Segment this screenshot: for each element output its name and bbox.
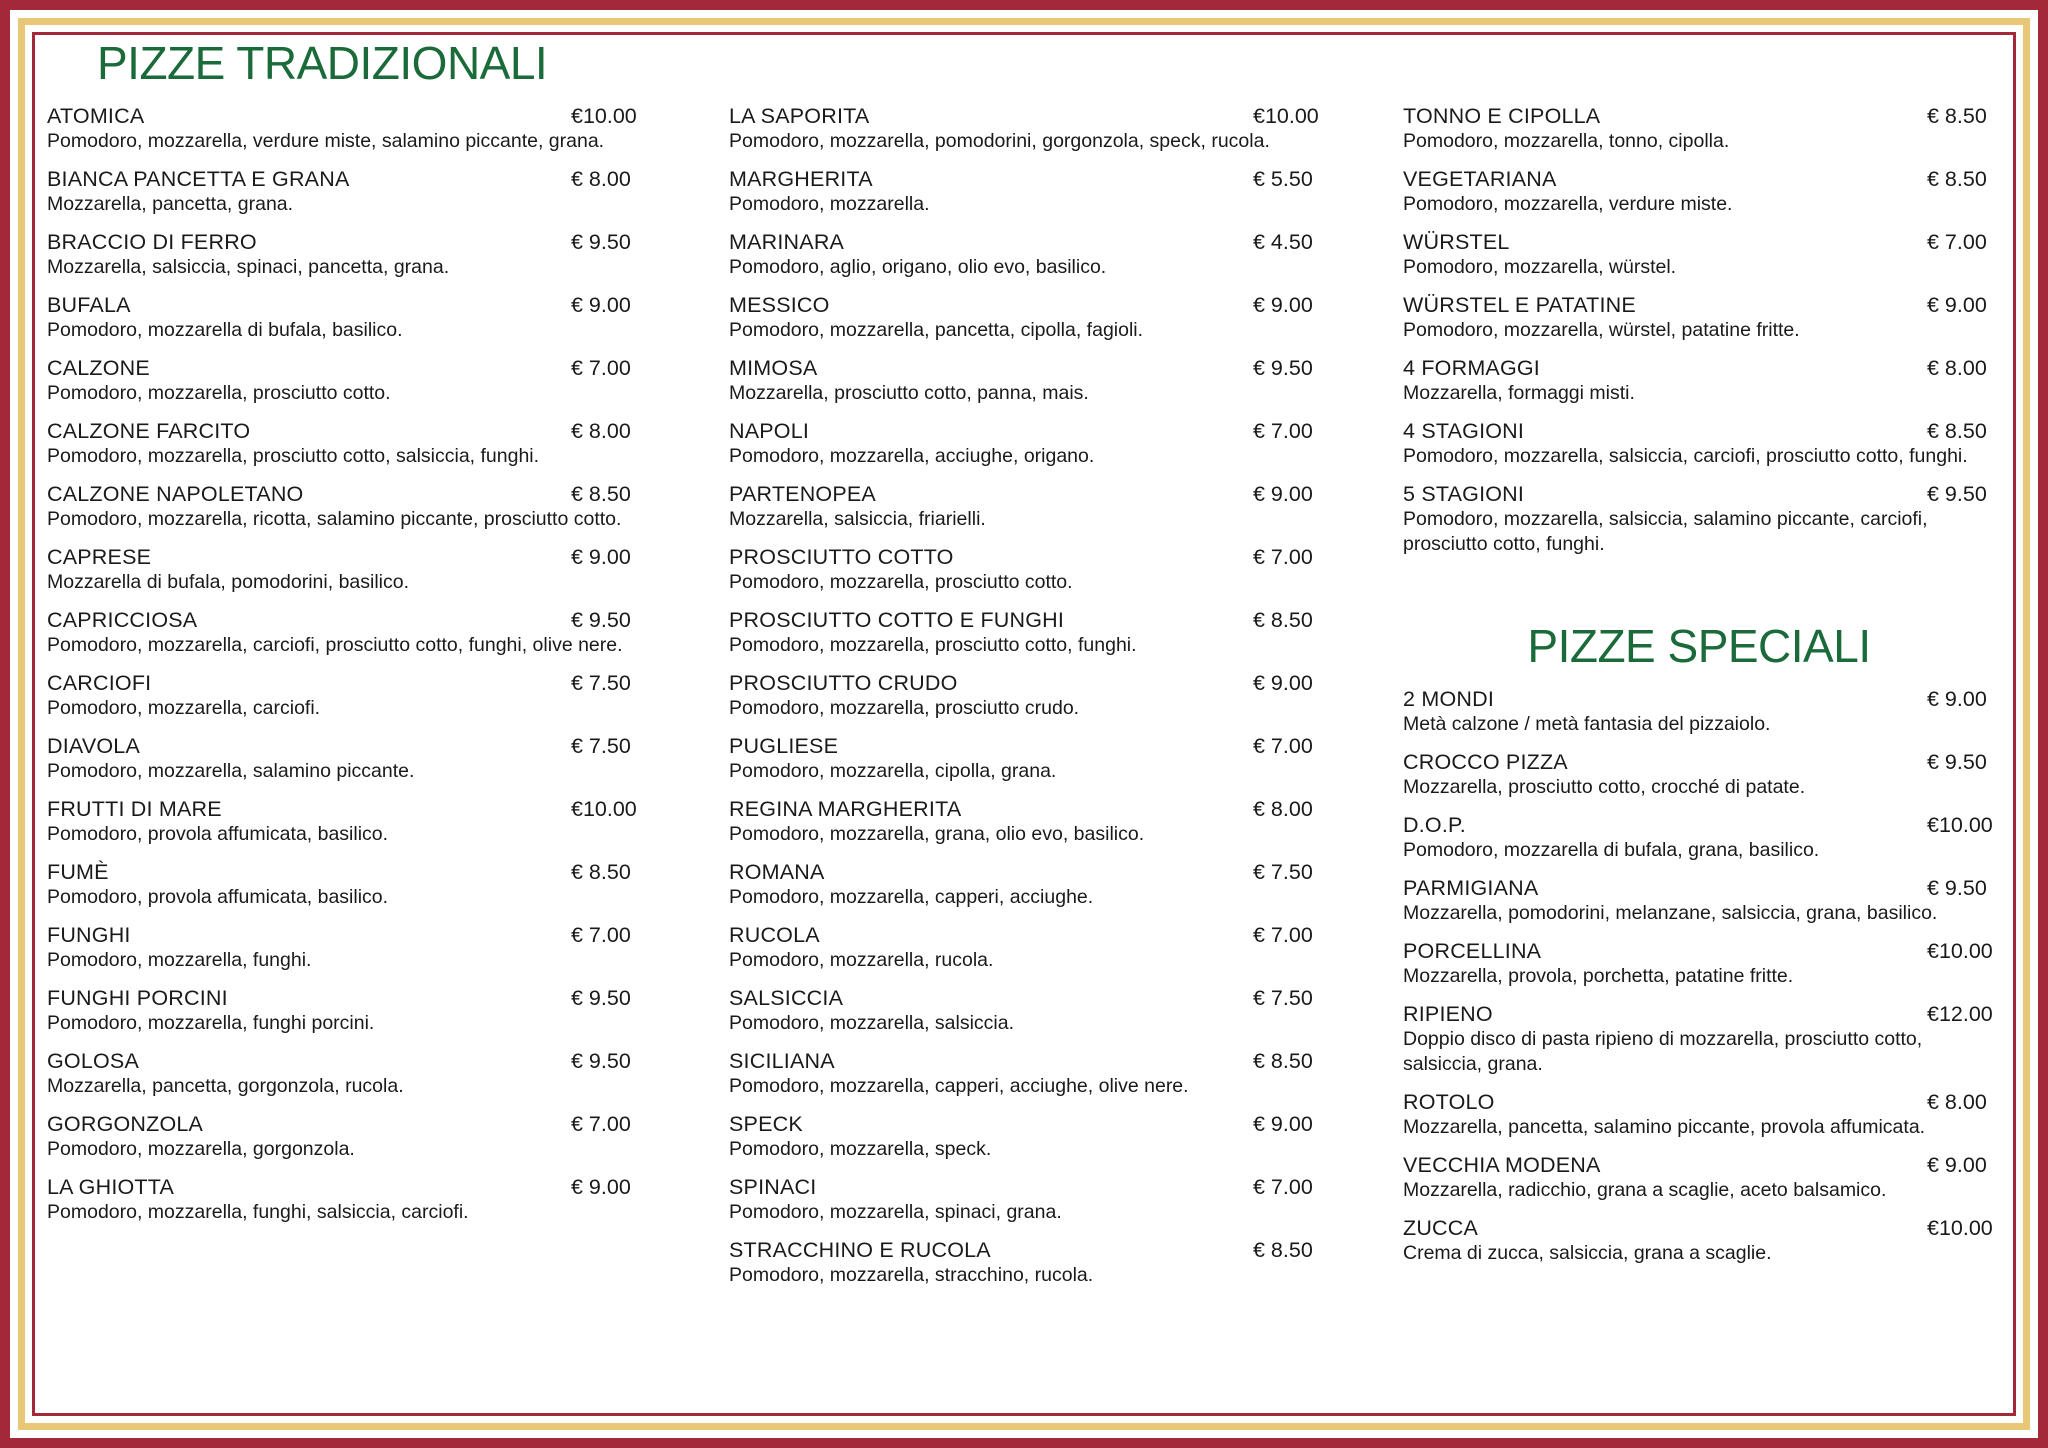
- menu-item-name: CALZONE FARCITO: [47, 419, 251, 443]
- menu-item-price: € 7.00: [1253, 923, 1313, 947]
- item-list-col1: [47, 104, 657, 1225]
- menu-item-description: Crema di zucca, salsiccia, grana a scaglie.: [1403, 1242, 1772, 1264]
- menu-item: [1403, 167, 2013, 217]
- menu-item-description: Pomodoro, mozzarella, prosciutto crudo.: [729, 697, 1080, 719]
- menu-item: [1403, 687, 2013, 737]
- menu-item-name: PROSCIUTTO COTTO E FUNGHI: [729, 608, 1065, 632]
- item-list-col2: [729, 104, 1339, 1288]
- menu-item-price: € 9.00: [1253, 293, 1313, 317]
- menu-item: [1403, 104, 2013, 154]
- menu-item-name: GORGONZOLA: [47, 1112, 204, 1136]
- menu-item-name: PUGLIESE: [729, 734, 839, 758]
- menu-item-price: € 7.00: [1253, 734, 1313, 758]
- menu-item: [729, 1049, 1339, 1099]
- menu-item-name: D.O.P.: [1403, 813, 1466, 837]
- menu-item-name: CALZONE NAPOLETANO: [47, 482, 304, 506]
- menu-item-name: CARCIOFI: [47, 671, 152, 695]
- menu-item-description: Pomodoro, mozzarella, ricotta, salamino piccante, prosciutto cotto.: [47, 508, 622, 530]
- menu-item-description: Pomodoro, provola affumicata, basilico.: [47, 823, 389, 845]
- menu-column-2: [729, 36, 1339, 1301]
- menu-item-description: Pomodoro, mozzarella, verdure miste.: [1403, 193, 1733, 215]
- menu-item-description: Mozzarella, prosciutto cotto, crocché di patate.: [1403, 776, 1806, 798]
- menu-item-price: € 8.00: [1927, 356, 1987, 380]
- menu-item-name: FUNGHI PORCINI: [47, 986, 228, 1010]
- menu-item: [729, 1238, 1339, 1288]
- menu-item-description: Pomodoro, mozzarella, würstel, patatine fritte.: [1403, 319, 1800, 341]
- menu-item-price: € 9.00: [1927, 293, 1987, 317]
- menu-item-description: Pomodoro, mozzarella, spinaci, grana.: [729, 1201, 1062, 1223]
- menu-item-price: €10.00: [571, 797, 637, 821]
- menu-item: [1403, 939, 2013, 989]
- menu-item-description: Pomodoro, mozzarella, prosciutto cotto, funghi.: [729, 634, 1137, 656]
- menu-item-price: € 9.00: [1253, 671, 1313, 695]
- menu-item-price: € 7.00: [1253, 545, 1313, 569]
- menu-item-name: ROTOLO: [1403, 1090, 1495, 1114]
- menu-item-price: € 9.00: [1253, 1112, 1313, 1136]
- menu-item-name: PORCELLINA: [1403, 939, 1542, 963]
- menu-item: [729, 797, 1339, 847]
- menu-item-name: CAPRESE: [47, 545, 152, 569]
- menu-item-price: € 9.00: [1927, 687, 1987, 711]
- menu-item-name: 2 MONDI: [1403, 687, 1494, 711]
- menu-item: [47, 734, 657, 784]
- menu-item-price: €10.00: [571, 104, 637, 128]
- menu-item-price: € 9.50: [571, 986, 631, 1010]
- menu-item-price: € 8.50: [1253, 1238, 1313, 1262]
- menu-item-name: VEGETARIANA: [1403, 167, 1557, 191]
- menu-item: [1403, 482, 2013, 557]
- menu-item-description: Mozzarella, salsiccia, friarielli.: [729, 508, 986, 530]
- menu-item-price: € 7.50: [571, 734, 631, 758]
- menu-item-price: € 8.00: [1253, 797, 1313, 821]
- item-list-col3-tradizionali: [1403, 104, 2013, 557]
- menu-item-description: Pomodoro, mozzarella, prosciutto cotto.: [729, 571, 1073, 593]
- menu-item-price: € 4.50: [1253, 230, 1313, 254]
- menu-item-price: € 9.00: [1927, 1153, 1987, 1177]
- menu-item-description: Mozzarella, salsiccia, spinaci, pancetta, grana.: [47, 256, 450, 278]
- menu-item-description: Pomodoro, mozzarella, salsiccia, salamino piccante, carciofi, prosciutto cotto, funghi.: [1403, 508, 1928, 555]
- menu-item-price: € 7.00: [571, 1112, 631, 1136]
- menu-item-description: Pomodoro, mozzarella, capperi, acciughe.: [729, 886, 1094, 908]
- menu-item-description: Mozzarella, pancetta, gorgonzola, rucola.: [47, 1075, 404, 1097]
- menu-item-description: Doppio disco di pasta ripieno di mozzarella, prosciutto cotto, salsiccia, grana.: [1403, 1028, 1923, 1075]
- menu-item-name: ROMANA: [729, 860, 825, 884]
- menu-item: [729, 923, 1339, 973]
- menu-item-name: BUFALA: [47, 293, 131, 317]
- menu-item-price: € 9.50: [1253, 356, 1313, 380]
- menu-item: [1403, 356, 2013, 406]
- menu-item: [729, 545, 1339, 595]
- menu-item-description: Metà calzone / metà fantasia del pizzaiolo.: [1403, 713, 1771, 735]
- menu-item-price: € 9.50: [571, 608, 631, 632]
- menu-item-price: €10.00: [1927, 813, 1993, 837]
- menu-item-name: LA GHIOTTA: [47, 1175, 175, 1199]
- menu-item-description: Pomodoro, mozzarella, stracchino, rucola.: [729, 1264, 1094, 1286]
- menu-item: [729, 860, 1339, 910]
- menu-item: [1403, 1153, 2013, 1203]
- menu-item-price: € 8.50: [1927, 419, 1987, 443]
- menu-item-price: € 9.00: [571, 1175, 631, 1199]
- menu-item: [729, 230, 1339, 280]
- menu-item: [47, 860, 657, 910]
- menu-item-name: 4 STAGIONI: [1403, 419, 1525, 443]
- menu-item: [47, 608, 657, 658]
- menu-item-price: € 7.00: [1253, 419, 1313, 443]
- menu-item-name: CROCCO PIZZA: [1403, 750, 1568, 774]
- menu-item: [729, 167, 1339, 217]
- menu-item-name: FRUTTI DI MARE: [47, 797, 222, 821]
- menu-item: [729, 293, 1339, 343]
- menu-item: [1403, 230, 2013, 280]
- menu-item-price: € 9.00: [571, 545, 631, 569]
- menu-item-description: Mozzarella, pancetta, salamino piccante, provola affumicata.: [1403, 1116, 1926, 1138]
- menu-item-price: € 9.50: [571, 230, 631, 254]
- item-list-col3-speciali: [1403, 687, 2013, 1266]
- menu-item-name: ZUCCA: [1403, 1216, 1479, 1240]
- menu-item: [47, 986, 657, 1036]
- menu-item-name: RUCOLA: [729, 923, 820, 947]
- menu-item: [47, 293, 657, 343]
- menu-column-1: [47, 36, 657, 1238]
- menu-item-description: Pomodoro, provola affumicata, basilico.: [47, 886, 389, 908]
- menu-item-description: Pomodoro, mozzarella, pancetta, cipolla, fagioli.: [729, 319, 1144, 341]
- menu-item-price: €10.00: [1927, 1216, 1993, 1240]
- menu-item-description: Pomodoro, mozzarella, würstel.: [1403, 256, 1677, 278]
- menu-item: [729, 356, 1339, 406]
- menu-item-price: € 8.00: [571, 419, 631, 443]
- menu-item-name: NAPOLI: [729, 419, 810, 443]
- menu-item-description: Pomodoro, mozzarella, speck.: [729, 1138, 992, 1160]
- menu-item: [1403, 1002, 2013, 1077]
- menu-item: [47, 923, 657, 973]
- menu-item: [1403, 876, 2013, 926]
- menu-item-price: € 9.50: [1927, 750, 1987, 774]
- menu-item-price: € 7.50: [1253, 860, 1313, 884]
- menu-item-price: € 7.00: [571, 923, 631, 947]
- menu-item-price: € 8.50: [1253, 1049, 1313, 1073]
- menu-item-description: Pomodoro, mozzarella, funghi.: [47, 949, 312, 971]
- menu-item-price: €10.00: [1927, 939, 1993, 963]
- menu-item-description: Pomodoro, mozzarella, carciofi, prosciutto cotto, funghi, olive nere.: [47, 634, 623, 656]
- menu-item-description: Pomodoro, mozzarella, acciughe, origano.: [729, 445, 1095, 467]
- menu-item-description: Pomodoro, mozzarella, verdure miste, salamino piccante, grana.: [47, 130, 605, 152]
- menu-item: [729, 671, 1339, 721]
- menu-item: [47, 1112, 657, 1162]
- menu-item: [47, 482, 657, 532]
- menu-item: [1403, 750, 2013, 800]
- menu-item-name: MARGHERITA: [729, 167, 873, 191]
- menu-item-name: PARTENOPEA: [729, 482, 876, 506]
- menu-item-name: RIPIENO: [1403, 1002, 1493, 1026]
- menu-item-price: € 9.00: [571, 293, 631, 317]
- menu-item-price: €10.00: [1253, 104, 1319, 128]
- menu-item-description: Pomodoro, aglio, origano, olio evo, basilico.: [729, 256, 1107, 278]
- menu-item-price: €12.00: [1927, 1002, 1993, 1026]
- menu-item: [47, 104, 657, 154]
- menu-item-name: WÜRSTEL E PATATINE: [1403, 293, 1636, 317]
- menu-item-price: € 9.00: [1253, 482, 1313, 506]
- menu-item-description: Mozzarella, radicchio, grana a scaglie, aceto balsamico.: [1403, 1179, 1887, 1201]
- menu-item: [47, 545, 657, 595]
- menu-item-price: € 7.00: [571, 356, 631, 380]
- menu-item-name: PROSCIUTTO COTTO: [729, 545, 954, 569]
- menu-item-description: Pomodoro, mozzarella.: [729, 193, 930, 215]
- menu-item: [47, 167, 657, 217]
- menu-item-description: Pomodoro, mozzarella, cipolla, grana.: [729, 760, 1057, 782]
- menu-page: [47, 36, 1997, 1416]
- menu-item-name: SPINACI: [729, 1175, 817, 1199]
- menu-item: [47, 797, 657, 847]
- section-title-speciali: PIZZE SPECIALI: [1527, 620, 1871, 672]
- section-title-tradizionali: PIZZE TRADIZIONALI: [97, 37, 548, 89]
- menu-item: [1403, 419, 2013, 469]
- menu-item-price: € 5.50: [1253, 167, 1313, 191]
- menu-item-price: € 8.00: [1927, 1090, 1987, 1114]
- menu-item-description: Pomodoro, mozzarella, funghi porcini.: [47, 1012, 375, 1034]
- menu-item-description: Pomodoro, mozzarella, salsiccia, carciofi, prosciutto cotto, funghi.: [1403, 445, 1968, 467]
- menu-item: [729, 608, 1339, 658]
- menu-item: [729, 1112, 1339, 1162]
- menu-item: [1403, 293, 2013, 343]
- menu-item-name: CALZONE: [47, 356, 150, 380]
- menu-item-name: BIANCA PANCETTA E GRANA: [47, 167, 350, 191]
- menu-item-price: € 8.50: [571, 860, 631, 884]
- menu-item-description: Mozzarella di bufala, pomodorini, basilico.: [47, 571, 410, 593]
- menu-item: [729, 482, 1339, 532]
- menu-item-name: TONNO E CIPOLLA: [1403, 104, 1601, 128]
- menu-item: [47, 671, 657, 721]
- menu-item: [729, 419, 1339, 469]
- menu-item-name: 5 STAGIONI: [1403, 482, 1525, 506]
- menu-item-price: € 7.50: [571, 671, 631, 695]
- menu-item-price: € 8.50: [1927, 167, 1987, 191]
- menu-item-name: PROSCIUTTO CRUDO: [729, 671, 958, 695]
- menu-item-name: LA SAPORITA: [729, 104, 870, 128]
- menu-item-description: Pomodoro, mozzarella, gorgonzola.: [47, 1138, 355, 1160]
- menu-item-name: SPECK: [729, 1112, 803, 1136]
- menu-item-description: Pomodoro, mozzarella, pomodorini, gorgonzola, speck, rucola.: [729, 130, 1270, 152]
- menu-item-name: ATOMICA: [47, 104, 145, 128]
- menu-item-description: Pomodoro, mozzarella, salsiccia.: [729, 1012, 1015, 1034]
- menu-item-price: € 8.50: [1927, 104, 1987, 128]
- menu-item-name: STRACCHINO E RUCOLA: [729, 1238, 991, 1262]
- menu-item-description: Mozzarella, provola, porchetta, patatine fritte.: [1403, 965, 1794, 987]
- menu-item-description: Pomodoro, mozzarella di bufala, grana, basilico.: [1403, 839, 1820, 861]
- menu-item-name: FUMÈ: [47, 860, 109, 884]
- menu-item-description: Pomodoro, mozzarella, rucola.: [729, 949, 994, 971]
- menu-item: [47, 1175, 657, 1225]
- menu-item-name: BRACCIO DI FERRO: [47, 230, 257, 254]
- menu-item-name: REGINA MARGHERITA: [729, 797, 962, 821]
- menu-item-description: Pomodoro, mozzarella, prosciutto cotto.: [47, 382, 391, 404]
- menu-item: [47, 230, 657, 280]
- menu-item: [47, 419, 657, 469]
- menu-item-name: VECCHIA MODENA: [1403, 1153, 1601, 1177]
- menu-item-description: Mozzarella, formaggi misti.: [1403, 382, 1635, 404]
- menu-item-name: 4 FORMAGGI: [1403, 356, 1540, 380]
- menu-item-name: MIMOSA: [729, 356, 818, 380]
- menu-item-name: MARINARA: [729, 230, 845, 254]
- menu-item-price: € 8.00: [571, 167, 631, 191]
- menu-item-name: GOLOSA: [47, 1049, 140, 1073]
- menu-item-description: Pomodoro, mozzarella, capperi, acciughe, olive nere.: [729, 1075, 1189, 1097]
- menu-item-name: CAPRICCIOSA: [47, 608, 198, 632]
- menu-item-description: Pomodoro, mozzarella, salamino piccante.: [47, 760, 415, 782]
- menu-item: [1403, 1216, 2013, 1266]
- menu-column-3: [1403, 36, 2013, 1279]
- menu-item-description: Pomodoro, mozzarella, funghi, salsiccia, carciofi.: [47, 1201, 469, 1223]
- menu-item-price: € 7.00: [1253, 1175, 1313, 1199]
- menu-item-name: WÜRSTEL: [1403, 230, 1510, 254]
- menu-item-description: Pomodoro, mozzarella, prosciutto cotto, salsiccia, funghi.: [47, 445, 540, 467]
- menu-item-description: Pomodoro, mozzarella, carciofi.: [47, 697, 321, 719]
- menu-item: [729, 986, 1339, 1036]
- menu-item: [729, 1175, 1339, 1225]
- menu-item-description: Mozzarella, pancetta, grana.: [47, 193, 294, 215]
- menu-item-price: € 8.50: [571, 482, 631, 506]
- menu-item-price: € 9.50: [1927, 876, 1987, 900]
- menu-item-price: € 7.50: [1253, 986, 1313, 1010]
- menu-item-name: SALSICCIA: [729, 986, 844, 1010]
- menu-item: [1403, 1090, 2013, 1140]
- menu-item-price: € 9.50: [1927, 482, 1987, 506]
- menu-item: [729, 734, 1339, 784]
- menu-item-name: PARMIGIANA: [1403, 876, 1539, 900]
- menu-item-description: Mozzarella, pomodorini, melanzane, salsiccia, grana, basilico.: [1403, 902, 1938, 924]
- menu-item-description: Pomodoro, mozzarella, grana, olio evo, basilico.: [729, 823, 1145, 845]
- menu-item-description: Mozzarella, prosciutto cotto, panna, mais.: [729, 382, 1089, 404]
- menu-item: [47, 1049, 657, 1099]
- menu-item-description: Pomodoro, mozzarella di bufala, basilico.: [47, 319, 403, 341]
- menu-item-price: € 9.50: [571, 1049, 631, 1073]
- menu-item-price: € 7.00: [1927, 230, 1987, 254]
- menu-item-description: Pomodoro, mozzarella, tonno, cipolla.: [1403, 130, 1730, 152]
- menu-item-name: MESSICO: [729, 293, 830, 317]
- menu-item-name: SICILIANA: [729, 1049, 835, 1073]
- menu-item: [1403, 813, 2013, 863]
- menu-item: [47, 356, 657, 406]
- menu-item-name: DIAVOLA: [47, 734, 141, 758]
- menu-item-name: FUNGHI: [47, 923, 131, 947]
- menu-item: [729, 104, 1339, 154]
- menu-item-price: € 8.50: [1253, 608, 1313, 632]
